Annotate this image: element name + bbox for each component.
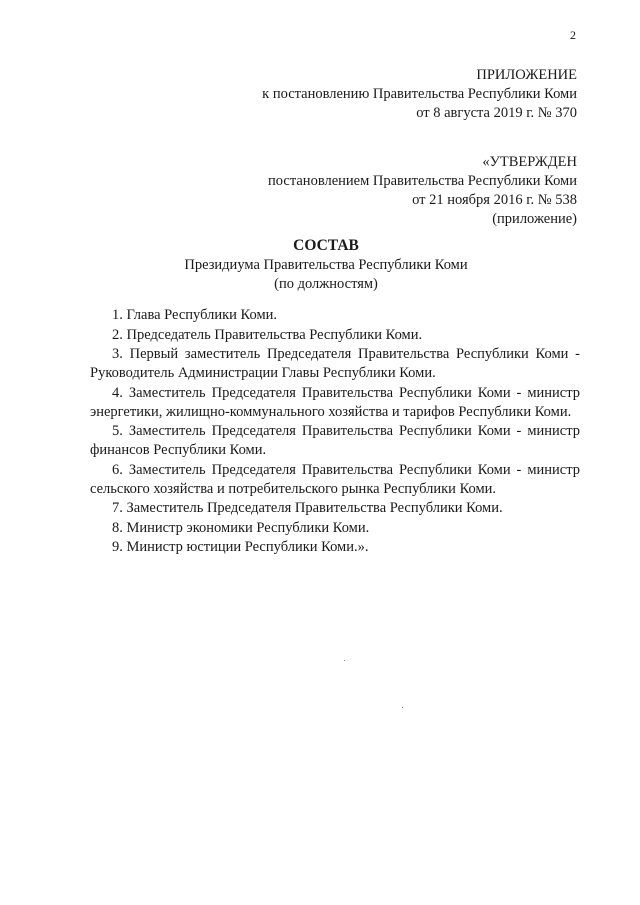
list-item: 7. Заместитель Председателя Правительства Республики Коми. — [112, 500, 503, 516]
document-note: (по должностям) — [274, 276, 378, 292]
document-title: СОСТАВ — [293, 237, 359, 254]
list-item: 6. Заместитель Председателя Правительства Республики Коми - министр сельского хозяйства и потребительского рынка Республики Коми. — [90, 461, 580, 497]
list-item: 2. Председатель Правительства Республики Коми. — [112, 326, 423, 343]
approved-line-2: от 21 ноября 2016 г. № 538 — [412, 192, 577, 208]
approved-line-1: постановлением Правительства Республики Коми — [268, 173, 577, 189]
approved-block — [268, 153, 577, 229]
scan-speck — [402, 707, 403, 708]
appendix-line-2: от 8 августа 2019 г. № 370 — [416, 105, 577, 121]
approved-title: «УТВЕРЖДЕН — [482, 154, 577, 170]
appendix-line-1: к постановлению Правительства Республики Коми — [262, 86, 577, 102]
members-list — [90, 306, 580, 558]
approved-line-3: (приложение) — [492, 211, 577, 227]
heading-block — [0, 236, 640, 294]
list-item: 4. Заместитель Председателя Правительства Республики Коми - министр энергетики, жилищно-коммунального хозяйства и тарифов Республики Коми. — [90, 384, 580, 420]
list-item: 8. Министр экономики Республики Коми. — [112, 519, 370, 536]
scan-speck — [344, 660, 345, 661]
appendix-title: ПРИЛОЖЕНИЕ — [476, 67, 577, 83]
list-item: 3. Первый заместитель Председателя Правительства Республики Коми - Руководитель Администрации Главы Республики Коми. — [90, 346, 580, 381]
list-item: 9. Министр юстиции Республики Коми.». — [112, 539, 369, 555]
list-item: 1. Глава Республики Коми. — [112, 307, 278, 323]
list-item: 5. Заместитель Председателя Правительства Республики Коми - министр финансов Республики Коми. — [90, 423, 580, 458]
document-subtitle: Президиума Правительства Республики Коми — [184, 257, 468, 273]
page-number: 2 — [570, 28, 576, 42]
appendix-block — [262, 66, 577, 123]
